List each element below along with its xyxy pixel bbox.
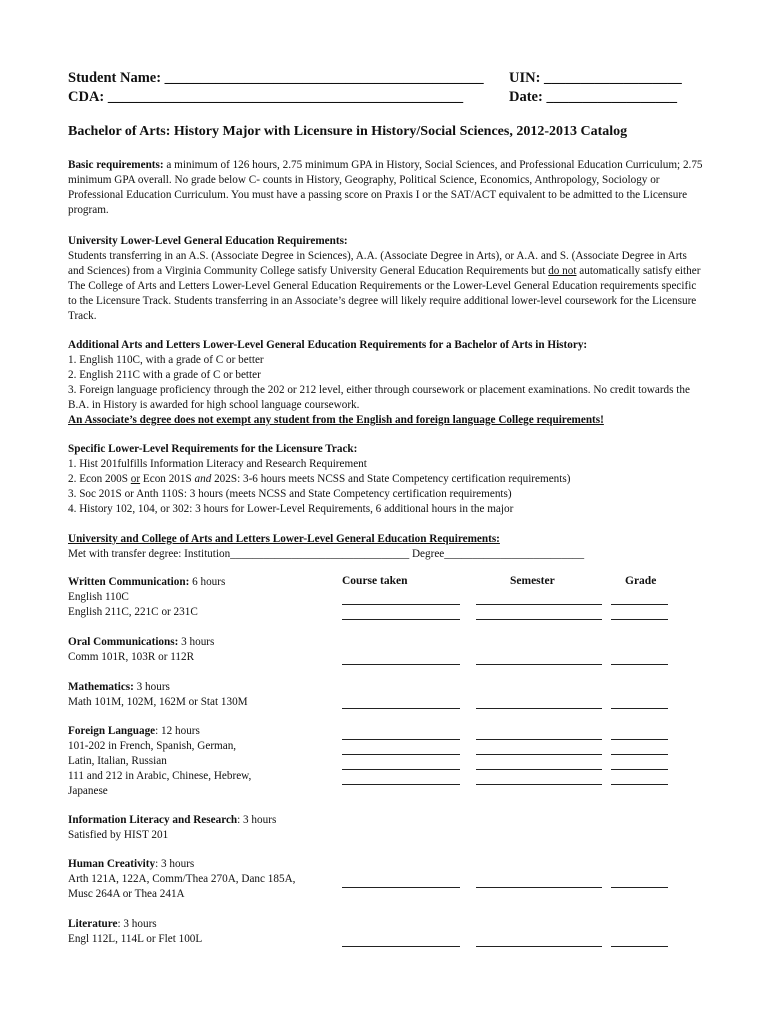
course-taken-blank[interactable] (342, 619, 460, 620)
specific-item: 2. Econ 200S or Econ 201S and 202S: 3-6 hours meets NCSS and State Competency certification requirements) (68, 473, 571, 485)
course-taken-blank[interactable] (342, 946, 460, 947)
and-emphasis: and (194, 473, 212, 485)
university-text-b: automatically satisfy either The College of Arts and Letters Lower-Level General Education Requirements or the Lower-Level General Education requirements specific to the Licensure Track. Students transferring in an Associate’s degree will likely require additional lower-level coursework for the Licensure Track. (68, 265, 701, 322)
basic-requirements-label: Basic requirements: (68, 159, 164, 171)
specific-requirements (68, 442, 704, 517)
course-taken-blank[interactable] (342, 604, 460, 605)
date-row (509, 89, 677, 106)
section-course-line: Engl 112L, 114L or Flet 100L (68, 933, 203, 945)
section-title: Mathematics: (68, 681, 134, 693)
section-course-line: Comm 101R, 103R or 112R (68, 651, 195, 663)
grade-blank[interactable] (611, 604, 668, 605)
grade-blank[interactable] (611, 708, 668, 709)
section-course-line: English 211C, 221C or 231C (68, 606, 198, 618)
grade-blank[interactable] (611, 769, 668, 770)
specific-item: 3. Soc 201S or Anth 110S: 3 hours (meets NCSS and State Competency certification requirements) (68, 488, 512, 500)
uin-row (509, 70, 682, 87)
semester-blank[interactable] (476, 619, 602, 620)
cda-label: CDA: (68, 89, 105, 105)
section-hours: : 3 hours (155, 858, 195, 870)
literature-section (68, 917, 330, 947)
course-taken-blank[interactable] (342, 664, 460, 665)
section-hours: : 12 hours (155, 725, 200, 737)
specific-item: 1. Hist 201fulfills Information Literacy and Research Requirement (68, 458, 367, 470)
section-course-line: 111 and 212 in Arabic, Chinese, Hebrew, (68, 770, 252, 782)
section-course-line: Arth 121A, 122A, Comm/Thea 270A, Danc 185A, (68, 873, 296, 885)
written-communication-section (68, 575, 330, 620)
additional-item: 3. Foreign language proficiency through the 202 or 212 level, either through coursework or placement examinations. No credit towards the B.A. in History is awarded for high school language coursework. (68, 384, 690, 411)
grade-blank[interactable] (611, 619, 668, 620)
section-title: Oral Communications: (68, 636, 179, 648)
university-heading: University Lower-Level General Education Requirements: (68, 235, 348, 247)
course-taken-blank[interactable] (342, 708, 460, 709)
grade-blank[interactable] (611, 664, 668, 665)
human-creativity-section (68, 857, 330, 902)
cda-field[interactable]: _________________________________________________ (107, 89, 464, 105)
section-course-line: Latin, Italian, Russian (68, 755, 167, 767)
course-taken-blank[interactable] (342, 784, 460, 785)
university-requirements (68, 234, 704, 324)
section-course-line: Satisfied by HIST 201 (68, 829, 169, 841)
section-hours: : 3 hours (117, 918, 157, 930)
university-text-emphasis: do not (548, 265, 577, 277)
associate-warning: An Associate’s degree does not exempt any student from the English and foreign language College requirements! (68, 414, 604, 426)
additional-item: 2. English 211C with a grade of C or better (68, 369, 261, 381)
specific-item: 4. History 102, 104, or 302: 3 hours for Lower-Level Requirements, 6 additional hours in the major (68, 503, 514, 515)
course-taken-blank[interactable] (342, 769, 460, 770)
mathematics-section (68, 680, 330, 710)
semester-blank[interactable] (476, 946, 602, 947)
page-title: Bachelor of Arts: History Major with Licensure in History/Social Sciences, 2012-2013 Catalog (68, 124, 628, 139)
uin-label: UIN: (509, 70, 541, 86)
course-taken-header: Course taken (342, 575, 408, 587)
date-label: Date: (509, 89, 543, 105)
semester-blank[interactable] (476, 887, 602, 888)
semester-blank[interactable] (476, 784, 602, 785)
section-course-line: Math 101M, 102M, 162M or Stat 130M (68, 696, 248, 708)
semester-blank[interactable] (476, 708, 602, 709)
semester-blank[interactable] (476, 664, 602, 665)
section-hours: 3 hours (133, 681, 170, 693)
section-course-line: Japanese (68, 785, 108, 797)
semester-blank[interactable] (476, 769, 602, 770)
semester-blank[interactable] (476, 739, 602, 740)
student-name-label: Student Name: (68, 70, 162, 86)
cda-row (68, 89, 463, 106)
transfer-degree-line[interactable]: Met with transfer degree: Institution________________________________ Degree_________________________ (68, 548, 585, 560)
section-title: Human Creativity (68, 858, 156, 870)
college-requirements (68, 532, 704, 562)
grade-blank[interactable] (611, 784, 668, 785)
additional-requirements (68, 338, 704, 428)
student-name-row (68, 70, 484, 87)
section-title: Written Communication: (68, 576, 190, 588)
specific-heading: Specific Lower-Level Requirements for the Licensure Track: (68, 443, 358, 455)
course-taken-blank[interactable] (342, 754, 460, 755)
semester-header: Semester (510, 575, 555, 587)
section-course-line: 101-202 in French, Spanish, German, (68, 740, 237, 752)
course-taken-blank[interactable] (342, 739, 460, 740)
additional-item: 1. English 110C, with a grade of C or better (68, 354, 264, 366)
oral-communications-section (68, 635, 330, 665)
section-hours: 3 hours (178, 636, 215, 648)
student-name-field[interactable]: ____________________________________________ (164, 70, 484, 86)
section-hours: 6 hours (189, 576, 226, 588)
grade-blank[interactable] (611, 754, 668, 755)
semester-blank[interactable] (476, 754, 602, 755)
additional-heading: Additional Arts and Letters Lower-Level General Education Requirements for a Bachelor of Arts in History: (68, 339, 588, 351)
information-literacy-section (68, 813, 330, 843)
date-field[interactable]: __________________ (546, 89, 677, 105)
semester-blank[interactable] (476, 604, 602, 605)
grade-blank[interactable] (611, 946, 668, 947)
basic-requirements (68, 158, 704, 218)
grade-blank[interactable] (611, 739, 668, 740)
section-course-line: English 110C (68, 591, 129, 603)
university-text-a: Students transferring in an A.S. (Associate Degree in Sciences), A.A. (Associate Degree in Arts), or A.A. and S. (Associate Degree in Arts and Sciences) from a Virginia Community College satisfy University General Education Requirements but (68, 250, 687, 277)
course-taken-blank[interactable] (342, 887, 460, 888)
college-heading: University and College of Arts and Letters Lower-Level General Education Requirements: (68, 533, 500, 545)
section-title: Foreign Language (68, 725, 156, 737)
section-course-line: Musc 264A or Thea 241A (68, 888, 185, 900)
basic-requirements-text: a minimum of 126 hours, 2.75 minimum GPA in History, Social Sciences, and Professional Education Curriculum; 2.75 minimum GPA overall. No grade below C- counts in History, Geography, Political Science, Economics, Anthropology, Sociology or Professional Education Curriculum. You must have a passing score on Praxis I or the SAT/ACT equivalent to be admitted to the Licensure program. (68, 159, 703, 216)
foreign-language-section (68, 724, 330, 799)
uin-field[interactable]: ___________________ (544, 70, 682, 86)
grade-blank[interactable] (611, 887, 668, 888)
section-hours: : 3 hours (237, 814, 277, 826)
or-emphasis: or (130, 473, 141, 485)
section-title: Information Literacy and Research (68, 814, 238, 826)
section-title: Literature (68, 918, 118, 930)
grade-header: Grade (625, 575, 657, 587)
